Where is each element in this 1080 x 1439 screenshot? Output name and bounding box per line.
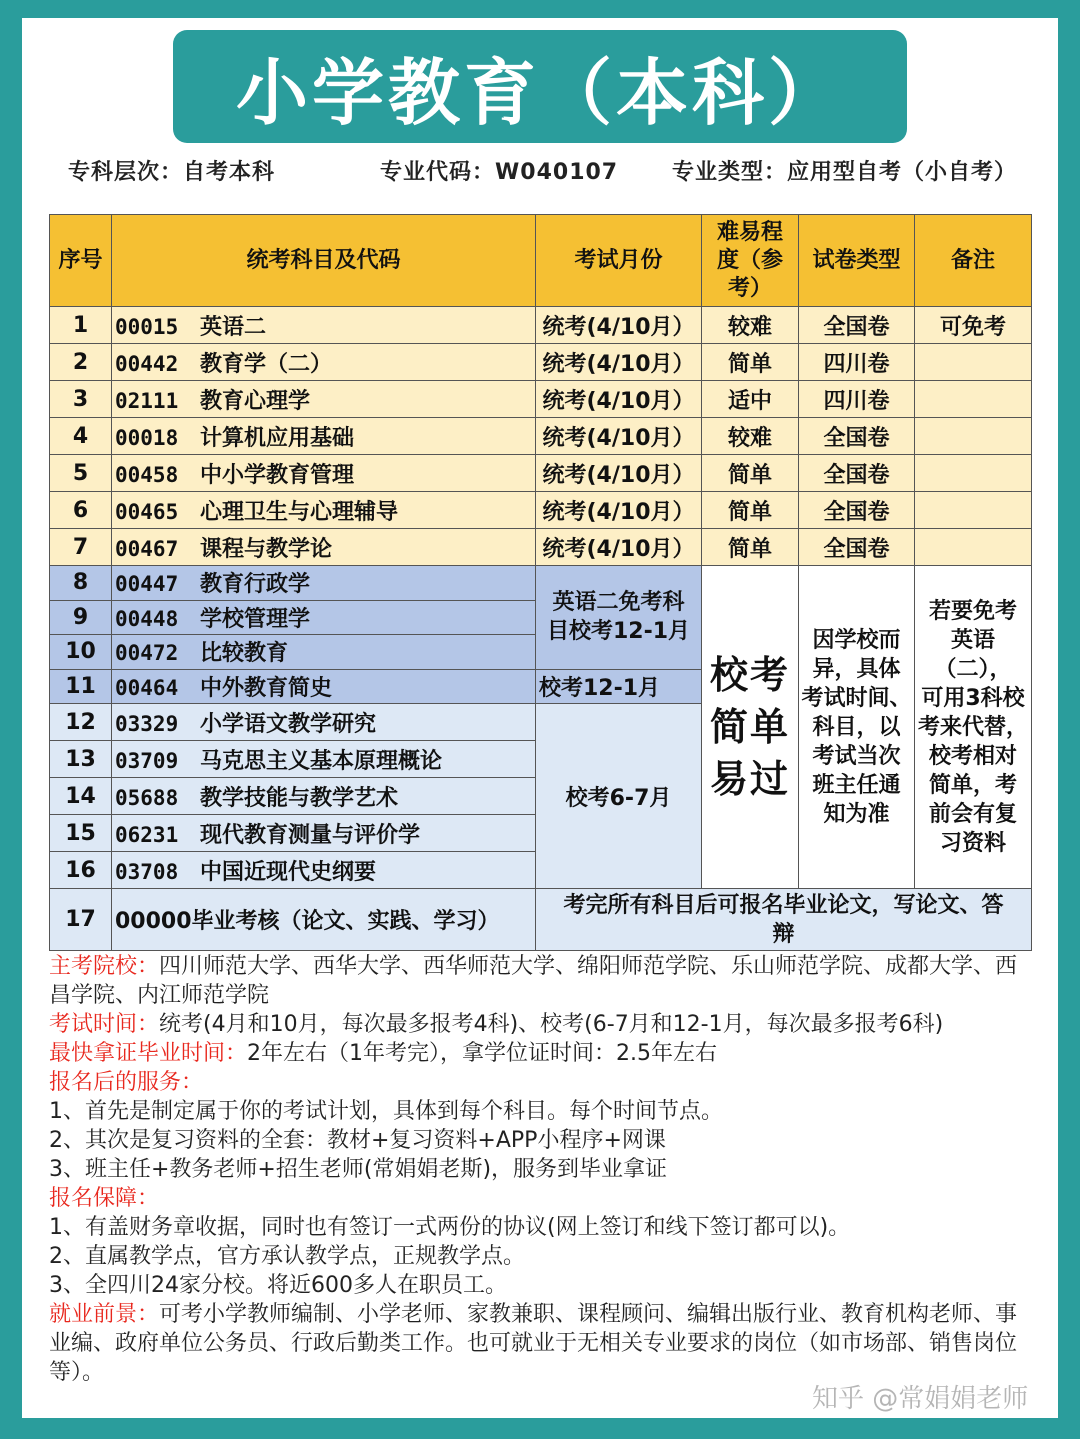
subject-code: 00447 xyxy=(115,572,179,597)
info-service-item: 3、班主任+教务老师+招生老师(常娟娟老斯)，服务到毕业拿证 xyxy=(49,1157,668,1182)
easy-line: 易过 xyxy=(709,757,790,801)
remark xyxy=(915,344,1032,381)
exempt-line: （二）， xyxy=(934,656,1012,682)
subject-name: 小学语文教学研究 xyxy=(200,711,377,737)
paper-type: 全国卷 xyxy=(799,307,915,344)
info-career: 就业前景：可考小学教师编制、小学老师、家教兼职、课程顾问、编辑出版行业、教育机构老师、事业编、政府单位公务员、行政后勤类工作。也可就业于无相关专业要求的岗位（如市场部、销售岗位等）。 xyxy=(49,1302,1018,1385)
remark xyxy=(915,381,1032,418)
exam-month: 校考12-1月 xyxy=(536,669,702,704)
subject-name: 中小学教育管理 xyxy=(200,462,355,488)
subject-name: 教育心理学 xyxy=(200,388,311,414)
paper-type: 全国卷 xyxy=(799,418,915,455)
meta-level: 专科层次：自考本科 xyxy=(68,160,276,185)
subject-name: 教育学（二） xyxy=(200,351,333,377)
info-section xyxy=(49,952,1039,1387)
header-remark: 备注 xyxy=(915,215,1032,307)
row-number: 1 xyxy=(50,307,112,344)
easy-note xyxy=(702,566,799,889)
row-number: 16 xyxy=(50,852,112,889)
subject-name: 中外教育简史 xyxy=(200,675,333,701)
remark: 可免考 xyxy=(915,307,1032,344)
table-row xyxy=(50,418,1032,455)
info-guarantee-item: 1、有盖财务章收据，同时也有签订一式两份的协议(网上签订和线下签订都可以)。 xyxy=(49,1215,851,1240)
subject-code: 00467 xyxy=(115,536,179,561)
remark xyxy=(915,455,1032,492)
header-difficulty: 难易程 度（参 考） xyxy=(702,215,799,307)
info-service-item: 1、首先是制定属于你的考试计划，具体到每个科目。每个时间节点。 xyxy=(49,1099,723,1124)
subject-code: 00458 xyxy=(115,462,179,487)
row-number: 4 xyxy=(50,418,112,455)
vary-line: 知为准 xyxy=(823,801,890,827)
info-service-label: 报名后的服务： xyxy=(49,1070,204,1095)
subject-name: 英语二 xyxy=(200,314,267,340)
vary-line: 因学校而 xyxy=(812,627,901,653)
subject-cell xyxy=(112,492,536,529)
meta-code: 专业代码：W040107 xyxy=(380,160,619,185)
header-no: 序号 xyxy=(50,215,112,307)
paper-type: 四川卷 xyxy=(799,381,915,418)
subject-cell xyxy=(112,418,536,455)
subject-code: 03708 xyxy=(115,859,179,884)
subject-code: 03709 xyxy=(115,748,179,773)
subject-code: 05688 xyxy=(115,785,179,810)
subject-cell xyxy=(112,741,536,778)
header-subject: 统考科目及代码 xyxy=(112,215,536,307)
remark xyxy=(915,529,1032,566)
table-row xyxy=(50,307,1032,344)
exam-month: 校考6-7月 xyxy=(536,704,702,889)
table-row xyxy=(50,455,1032,492)
watermark: 知乎 @常娟娟老师 xyxy=(812,1384,1029,1414)
page xyxy=(22,18,1058,1418)
subject-code: 00442 xyxy=(115,351,179,376)
exam-month: 统考(4/10月） xyxy=(536,307,702,344)
meta-type: 专业类型：应用型自考（小自考） xyxy=(672,160,1018,185)
subject-cell xyxy=(112,669,536,704)
subject-code: 00018 xyxy=(115,425,179,450)
paper-type: 全国卷 xyxy=(799,529,915,566)
row-number: 12 xyxy=(50,704,112,741)
info-fastest: 最快拿证毕业时间：2年左右（1年考完），拿学位证时间：2.5年左右 xyxy=(49,1041,717,1066)
row-number: 8 xyxy=(50,566,112,601)
subject-cell: 00000毕业考核（论文、实践、学习） xyxy=(112,889,536,951)
easy-line: 简单 xyxy=(709,705,790,749)
vary-note xyxy=(799,566,915,889)
info-time: 考试时间：统考(4月和10月，每次最多报考4科)、校考(6-7月和12-1月，每次最多报考6科) xyxy=(49,1012,944,1037)
subject-table xyxy=(49,214,1032,951)
table-row xyxy=(50,381,1032,418)
row-number: 3 xyxy=(50,381,112,418)
subject-cell xyxy=(112,307,536,344)
info-guarantee-item: 3、全四川24家分校。将近600多人在职员工。 xyxy=(49,1273,507,1298)
difficulty: 简单 xyxy=(702,455,799,492)
subject-cell xyxy=(112,852,536,889)
english-exempt-line: 目校考12-1月 xyxy=(546,619,691,645)
header-month: 考试月份 xyxy=(536,215,702,307)
subject-name: 学校管理学 xyxy=(200,606,311,632)
subject-code: 00464 xyxy=(115,675,179,700)
subject-code: 02111 xyxy=(115,388,179,413)
table-row xyxy=(50,889,1032,951)
exempt-line: 英语 xyxy=(950,627,995,653)
difficulty: 适中 xyxy=(702,381,799,418)
info-service-item: 2、其次是复习资料的全套：教材+复习资料+APP小程序+网课 xyxy=(49,1128,666,1153)
exempt-line: 若要免考 xyxy=(928,598,1017,624)
difficulty: 较难 xyxy=(702,307,799,344)
subject-name: 教学技能与教学艺术 xyxy=(200,785,399,811)
info-schools: 主考院校：四川师范大学、西华大学、西华师范大学、绵阳师范学院、乐山师范学院、成都大学、西昌学院、内江师范学院 xyxy=(49,954,1018,1008)
subject-cell xyxy=(112,704,536,741)
subject-name: 计算机应用基础 xyxy=(200,425,355,451)
table-row xyxy=(50,566,1032,601)
vary-line: 异，具体 xyxy=(812,656,901,682)
vary-line: 班主任通 xyxy=(812,772,901,798)
row-number: 9 xyxy=(50,600,112,635)
subject-cell xyxy=(112,778,536,815)
subject-name: 比较教育 xyxy=(200,641,289,667)
subject-code: 00015 xyxy=(115,314,179,339)
subject-name: 教育行政学 xyxy=(200,572,311,598)
exempt-line: 习资料 xyxy=(939,830,1006,856)
exempt-line: 考来代替， xyxy=(917,714,1028,740)
subject-cell xyxy=(112,344,536,381)
subject-name: 马克思主义基本原理概论 xyxy=(200,748,443,774)
subject-code: 06231 xyxy=(115,822,179,847)
paper-type: 全国卷 xyxy=(799,492,915,529)
row-number: 10 xyxy=(50,635,112,670)
info-guarantee-label: 报名保障： xyxy=(49,1186,160,1211)
easy-line: 校考 xyxy=(709,653,790,697)
exempt-line: 前会有复 xyxy=(928,801,1017,827)
paper-type: 全国卷 xyxy=(799,455,915,492)
subject-name: 现代教育测量与评价学 xyxy=(200,822,421,848)
exempt-line: 可用3科校 xyxy=(921,685,1025,711)
exam-month: 统考(4/10月） xyxy=(536,492,702,529)
row-number: 14 xyxy=(50,778,112,815)
row-number: 15 xyxy=(50,815,112,852)
table-row xyxy=(50,492,1032,529)
subject-name: 心理卫生与心理辅导 xyxy=(200,499,399,525)
graduation-note xyxy=(536,889,1032,951)
row-number: 13 xyxy=(50,741,112,778)
subject-cell xyxy=(112,815,536,852)
vary-line: 科目，以 xyxy=(812,714,901,740)
page-title: 小学教育（本科） xyxy=(173,30,907,143)
subject-cell xyxy=(112,600,536,635)
exempt-line: 简单，考 xyxy=(928,772,1017,798)
english-exempt-line: 英语二免考科 xyxy=(552,590,685,616)
exempt-line: 校考相对 xyxy=(928,743,1017,769)
exam-month: 统考(4/10月） xyxy=(536,529,702,566)
info-guarantee-item: 2、直属教学点，官方承认教学点，正规教学点。 xyxy=(49,1244,525,1269)
vary-line: 考试时间、 xyxy=(801,685,912,711)
graduation-note-line: 考完所有科目后可报名毕业论文，写论文、答 xyxy=(563,892,1004,918)
subject-name: 课程与教学论 xyxy=(200,536,333,562)
row-number: 11 xyxy=(50,669,112,704)
english-exempt-note xyxy=(536,566,702,670)
exam-month: 统考(4/10月） xyxy=(536,381,702,418)
exempt-note xyxy=(915,566,1032,889)
vary-line: 考试当次 xyxy=(812,743,901,769)
difficulty: 简单 xyxy=(702,529,799,566)
graduation-note-line: 辩 xyxy=(772,921,795,947)
exam-month: 统考(4/10月） xyxy=(536,455,702,492)
remark xyxy=(915,418,1032,455)
remark xyxy=(915,492,1032,529)
row-number: 6 xyxy=(50,492,112,529)
subject-cell xyxy=(112,455,536,492)
subject-cell xyxy=(112,381,536,418)
header-paper: 试卷类型 xyxy=(799,215,915,307)
table-row xyxy=(50,529,1032,566)
difficulty: 简单 xyxy=(702,344,799,381)
row-number: 2 xyxy=(50,344,112,381)
table-row xyxy=(50,344,1032,381)
subject-cell xyxy=(112,635,536,670)
row-number: 17 xyxy=(50,889,112,951)
subject-name: 中国近现代史纲要 xyxy=(200,859,377,885)
exam-month: 统考(4/10月） xyxy=(536,418,702,455)
subject-cell xyxy=(112,566,536,601)
subject-code: 00448 xyxy=(115,606,179,631)
difficulty: 简单 xyxy=(702,492,799,529)
subject-code: 00472 xyxy=(115,641,179,666)
table-header xyxy=(50,215,1032,307)
exam-month: 统考(4/10月） xyxy=(536,344,702,381)
paper-type: 四川卷 xyxy=(799,344,915,381)
difficulty: 较难 xyxy=(702,418,799,455)
row-number: 5 xyxy=(50,455,112,492)
row-number: 7 xyxy=(50,529,112,566)
subject-cell xyxy=(112,529,536,566)
subject-code: 03329 xyxy=(115,711,179,736)
subject-code: 00465 xyxy=(115,499,179,524)
